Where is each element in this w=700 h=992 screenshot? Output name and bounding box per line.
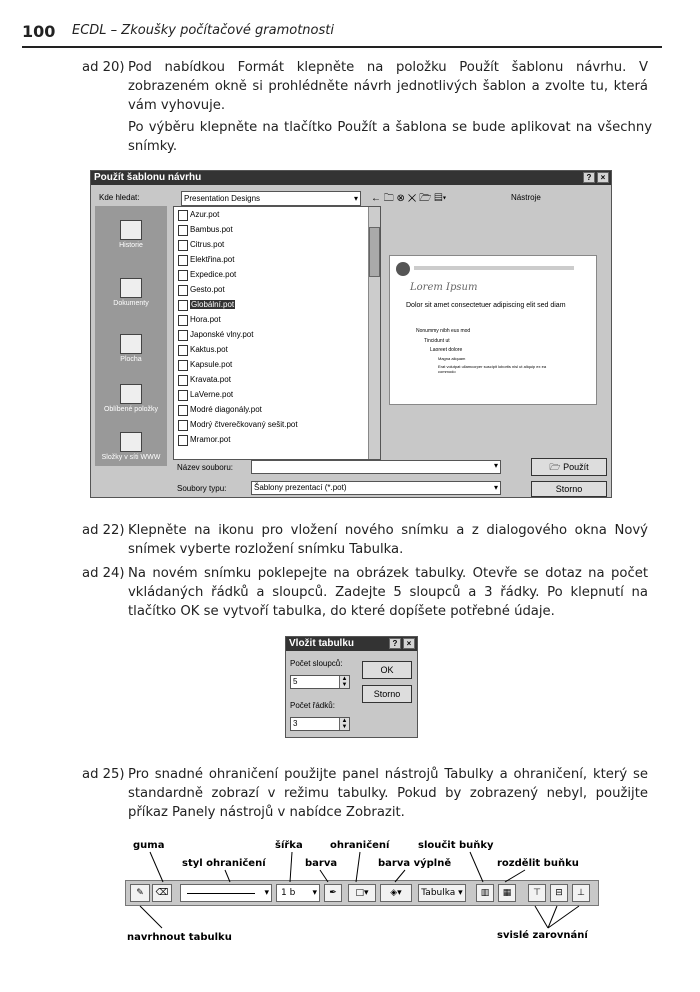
preview-title: Lorem Ipsum <box>410 282 478 293</box>
preview-bullet-3: Tincidunt ut <box>424 338 450 344</box>
file-item-selected[interactable]: Globální.pot <box>174 297 380 312</box>
callout-border: ohraničení <box>330 840 390 851</box>
border-style-select[interactable]: ▾ <box>180 884 272 902</box>
file-item[interactable]: Expedice.pot <box>174 267 380 282</box>
align-top-icon[interactable]: ⊤ <box>528 884 546 902</box>
filename-label: Název souboru: <box>177 463 234 472</box>
columns-label: Počet sloupců: <box>290 659 343 668</box>
help-button[interactable]: ? <box>583 172 595 183</box>
place-desktop[interactable]: Plocha <box>95 334 167 363</box>
step-text: Pro snadné ohraničení použijte panel nástrojů Tabulky a ohraničení, který se standardně zobrazí v režimu tabulky. Pokud by zobrazený nebyl, použijte příkaz Panely nástrojů v nabídce Zobrazit. <box>128 767 648 820</box>
look-in-label: Kde hledat: <box>99 193 140 202</box>
callout-eraser: guma <box>133 840 165 851</box>
running-title: ECDL – Zkoušky počítačové gramotnosti <box>72 23 334 38</box>
cancel-button[interactable]: Storno <box>362 685 412 703</box>
filename-input[interactable]: ▾ <box>251 460 501 474</box>
toolbar-icons[interactable]: ← 🗀 ⊗ ✕ 🗁 ▤▾ <box>371 193 447 204</box>
file-item[interactable]: Gesto.pot <box>174 282 380 297</box>
close-button[interactable]: × <box>597 172 609 183</box>
close-button[interactable]: × <box>403 638 415 649</box>
callout-merge: sloučit buňky <box>418 840 494 851</box>
preview-bullet-6: Erat volutpat ullamcorper suscipit lobortis nisl ut aliquip ex ea commodo <box>438 364 547 374</box>
file-item[interactable]: Citrus.pot <box>174 237 380 252</box>
fill-color-icon[interactable]: ◈▾ <box>380 884 412 902</box>
split-cells-icon[interactable]: ▦ <box>498 884 516 902</box>
filetype-select[interactable]: Šablony prezentací (*.pot) ▾ <box>251 481 501 495</box>
place-history[interactable]: Historie <box>95 220 167 249</box>
callout-border-style: styl ohraničení <box>182 858 266 869</box>
step-text: Na novém snímku poklepejte na obrázek tabulky. Otevře se dotaz na počet vkládaných řádků a sloupců. Zadejte 5 sloupců a 3 řádky. Po klepnutí na tlačítko OK se vytvoří tabulka, do které dopíšete potřebné údaje. <box>128 566 648 619</box>
file-item[interactable]: Mramor.pot <box>174 432 380 447</box>
eraser-icon[interactable]: ⌫ <box>152 884 172 902</box>
place-favorites[interactable]: Oblíbené položky <box>95 384 167 413</box>
align-middle-icon[interactable]: ⊟ <box>550 884 568 902</box>
line-width-select[interactable]: 1 b ▾ <box>276 884 320 902</box>
rows-input[interactable]: 3 ▲ ▼ <box>290 717 350 731</box>
page-number: 100 <box>22 22 56 41</box>
callout-vertical-align: svislé zarovnání <box>497 930 588 941</box>
step-label: ad 22) <box>82 523 125 538</box>
dialog-title: Použít šablonu návrhu <box>94 172 202 183</box>
border-color-icon[interactable]: ✒ <box>324 884 342 902</box>
apply-button[interactable]: 🗁 Použít <box>531 458 607 476</box>
file-item[interactable]: Japonské vlny.pot <box>174 327 380 342</box>
callout-fill-color: barva výplně <box>378 858 452 869</box>
file-item[interactable]: LaVerne.pot <box>174 387 380 402</box>
file-item[interactable]: Azur.pot <box>174 207 380 222</box>
place-documents[interactable]: Dokumenty <box>95 278 167 307</box>
border-icon[interactable]: □▾ <box>348 884 376 902</box>
cancel-button[interactable]: Storno <box>531 481 607 497</box>
file-item[interactable]: Modré diagonály.pot <box>174 402 380 417</box>
file-item[interactable]: Bambus.pot <box>174 222 380 237</box>
place-web-folders[interactable]: Složky v síti WWW <box>95 432 167 461</box>
align-bottom-icon[interactable]: ⊥ <box>572 884 590 902</box>
step-20-continued: Po výběru klepněte na tlačítko Použít a šablona se bude aplikovat na všechny snímky. <box>128 120 652 154</box>
filetype-label: Soubory typu: <box>177 484 227 493</box>
file-item[interactable]: Kravata.pot <box>174 372 380 387</box>
preview-bullet-1: Dolor sit amet consectetuer adipiscing elit sed diam <box>406 302 566 309</box>
ok-button[interactable]: OK <box>362 661 412 679</box>
step-label: ad 24) <box>82 566 125 581</box>
file-item[interactable]: Kapsule.pot <box>174 357 380 372</box>
merge-cells-icon[interactable]: ▥ <box>476 884 494 902</box>
dialog-title: Vložit tabulku <box>289 638 354 649</box>
look-in-select[interactable]: Presentation Designs ▾ <box>181 191 361 206</box>
callout-width: šířka <box>275 840 303 851</box>
callout-color: barva <box>305 858 338 869</box>
callout-draw-table: navrhnout tabulku <box>127 932 232 943</box>
step-label: ad 25) <box>82 767 125 782</box>
preview-bullet-2: Nonummy nibh eus mod <box>416 328 471 334</box>
callout-split: rozdělit buňku <box>497 858 579 869</box>
columns-input[interactable]: 5 ▲ ▼ <box>290 675 350 689</box>
help-button[interactable]: ? <box>389 638 401 649</box>
tools-menu[interactable]: Nástroje <box>511 193 541 202</box>
preview-bullet-5: Magna aliquam <box>438 356 466 361</box>
file-item[interactable]: Elektřina.pot <box>174 252 380 267</box>
file-item[interactable]: Kaktus.pot <box>174 342 380 357</box>
rows-label: Počet řádků: <box>290 701 335 710</box>
file-item[interactable]: Modrý čtverečkovaný sešit.pot <box>174 417 380 432</box>
draw-table-pencil-icon[interactable]: ✎ <box>130 884 150 902</box>
step-text: Pod nabídkou Formát klepněte na položku Použít šablonu návrhu. V zobrazeném okně si prohlédněte návrh jednotlivých šablon a zvolte tu, která vám vyhovuje. <box>128 60 648 113</box>
table-menu[interactable]: Tabulka ▾ <box>418 884 466 902</box>
step-label: ad 20) <box>82 60 125 75</box>
step-text: Klepněte na ikonu pro vložení nového snímku a z dialogového okna Nový snímek vyberte rozložení snímku Tabulka. <box>128 523 648 557</box>
file-item[interactable]: Hora.pot <box>174 312 380 327</box>
preview-bullet-4: Laoreet dolore <box>430 347 463 353</box>
